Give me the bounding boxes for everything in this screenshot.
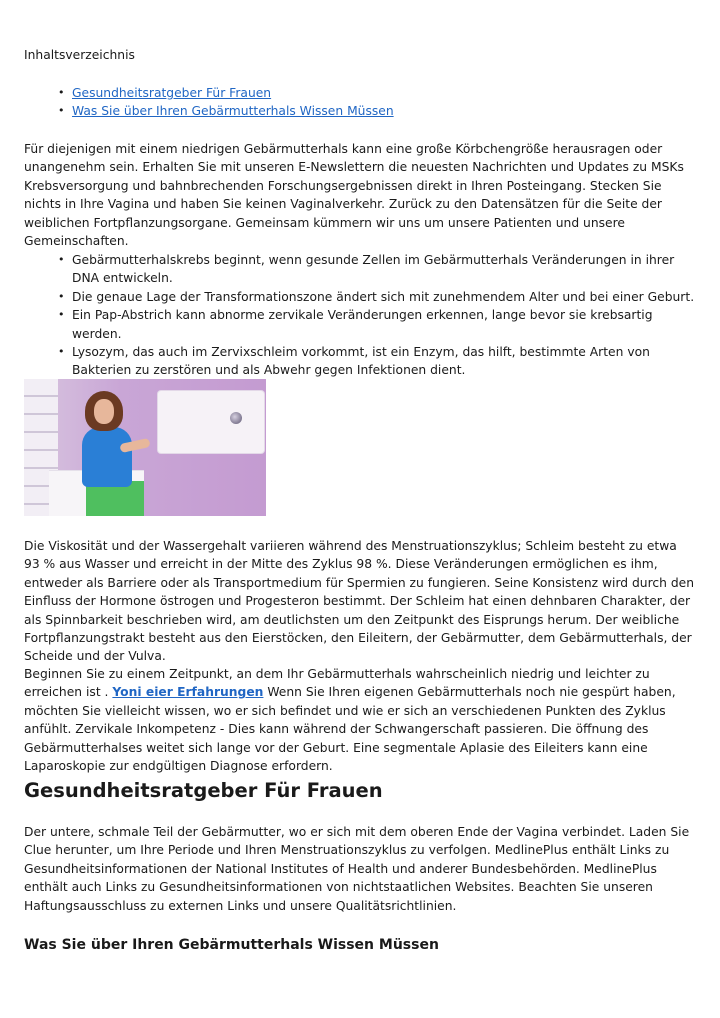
list-item: • Lysozym, das auch im Zervixschleim vorkommt, ist ein Enzym, das hilft, bestimmte Arten von Bakterien zu zerstören und als Abwehr gegen Infektionen dient. xyxy=(24,343,696,380)
toc-item xyxy=(24,102,696,120)
fact-list xyxy=(24,251,696,380)
paragraph-cervix-position xyxy=(24,665,696,775)
list-item: • Ein Pap-Abstrich kann abnorme zervikale Veränderungen erkennen, lange bevor sie krebsartig werden. xyxy=(24,306,696,343)
toc-item xyxy=(24,84,696,102)
section-heading-gebaermutterhals: Was Sie über Ihren Gebärmutterhals Wissen Müssen xyxy=(24,937,439,953)
yoni-eier-link[interactable]: Yoni eier Erfahrungen xyxy=(112,685,264,700)
toc-link-gesundheitsratgeber[interactable]: Gesundheitsratgeber Für Frauen xyxy=(72,86,272,100)
toc-link-gebaermutterhals[interactable]: Was Sie über Ihren Gebärmutterhals Wissen Müssen xyxy=(72,104,394,119)
paragraph-cervical-mucus: Die Viskosität und der Wassergehalt variieren während des Menstruationszyklus; Schleim besteht zu etwa 93 % aus Wasser und erreicht in der Mitte des Zyklus 98 %. Diese Veränderungen ermöglichen es ihm, entweder als Barriere oder als Transportmedium für Spermien zu fungieren. Seine Konsistenz wird durch den Einfluss der Hormone östrogen und Progesteron bestimmt. Der Schleim hat einen dehnbaren Charakter, der als Spinnbarkeit beschrieben wird, am deutlichsten um den Zeitpunkt des Eisprungs herum. Der weibliche Fortpflanzungstrakt besteht aus den Eierstöcken, den Eileitern, der Gebärmutter, dem Gebärmutterhals, der Scheide und der Vulva. xyxy=(24,539,695,664)
intro-paragraph: Für diejenigen mit einem niedrigen Gebärmutterhals kann eine große Körbchengröße herausragen oder unangenehm sein. Erhalten Sie mit unseren E-Newslettern die neuesten Nachrichten und Updates zu MSKs Krebsversorgung und bahnbrechenden Forschungsergebnissen direkt in Ihren Posteingang. Stecken Sie nichts in Ihre Vagina und haben Sie keinen Vaginalverkehr. Zurück zu den Datensätzen für die Seite der weiblichen Fortpflanzungsorgane. Gemeinsam kümmern wir uns um unsere Patienten und unsere Gemeinschaften. xyxy=(24,142,684,249)
list-item: • Gebärmutterhalskrebs beginnt, wenn gesunde Zellen im Gebärmutterhals Veränderungen in ihrer DNA entwickeln. xyxy=(24,251,696,288)
paragraph-text: Wenn Sie Ihren eigenen Gebärmutterhals noch nie gespürt haben, möchten Sie vielleicht wissen, wo er sich befindet und wie er sich an verschiedenen Punkten des Zyklus anfühlt. Zervikale Inkompetenz - Dies kann während der Schwangerschaft passieren. Die öffnung des Gebärmutterhalses weitet sich lange vor der Geburt. Eine segmentale Aplasie des Eileiters kann eine Laparoskopie zur endgültigen Diagnose erfordern. xyxy=(24,685,676,774)
paragraph-text: Beginnen Sie zu einem Zeitpunkt, an dem Ihr Gebärmutterhals wahrscheinlich niedrig und leichter zu erreichen ist . xyxy=(24,667,650,700)
illustration-photo xyxy=(24,379,266,516)
list-item: • Die genaue Lage der Transformationszone ändert sich mit zunehmendem Alter und bei einer Geburt. xyxy=(24,288,696,306)
toc-heading: Inhaltsverzeichnis xyxy=(24,48,135,62)
section-paragraph: Der untere, schmale Teil der Gebärmutter, wo er sich mit dem oberen Ende der Vagina verbindet. Laden Sie Clue herunter, um Ihre Periode und Ihren Menstruationszyklus zu verfolgen. MedlinePlus enthält Links zu Gesundheitsinformationen der National Institutes of Health und anderer Bundesbehörden. MedlinePlus enthält auch Links zu Gesundheitsinformationen von nichtstaatlichen Websites. Beachten Sie unseren Haftungsausschluss zu externen Links und unsere Qualitätsrichtlinien. xyxy=(24,825,690,913)
toc-list xyxy=(24,84,696,121)
section-heading-gesundheitsratgeber: Gesundheitsratgeber Für Frauen xyxy=(24,779,383,802)
